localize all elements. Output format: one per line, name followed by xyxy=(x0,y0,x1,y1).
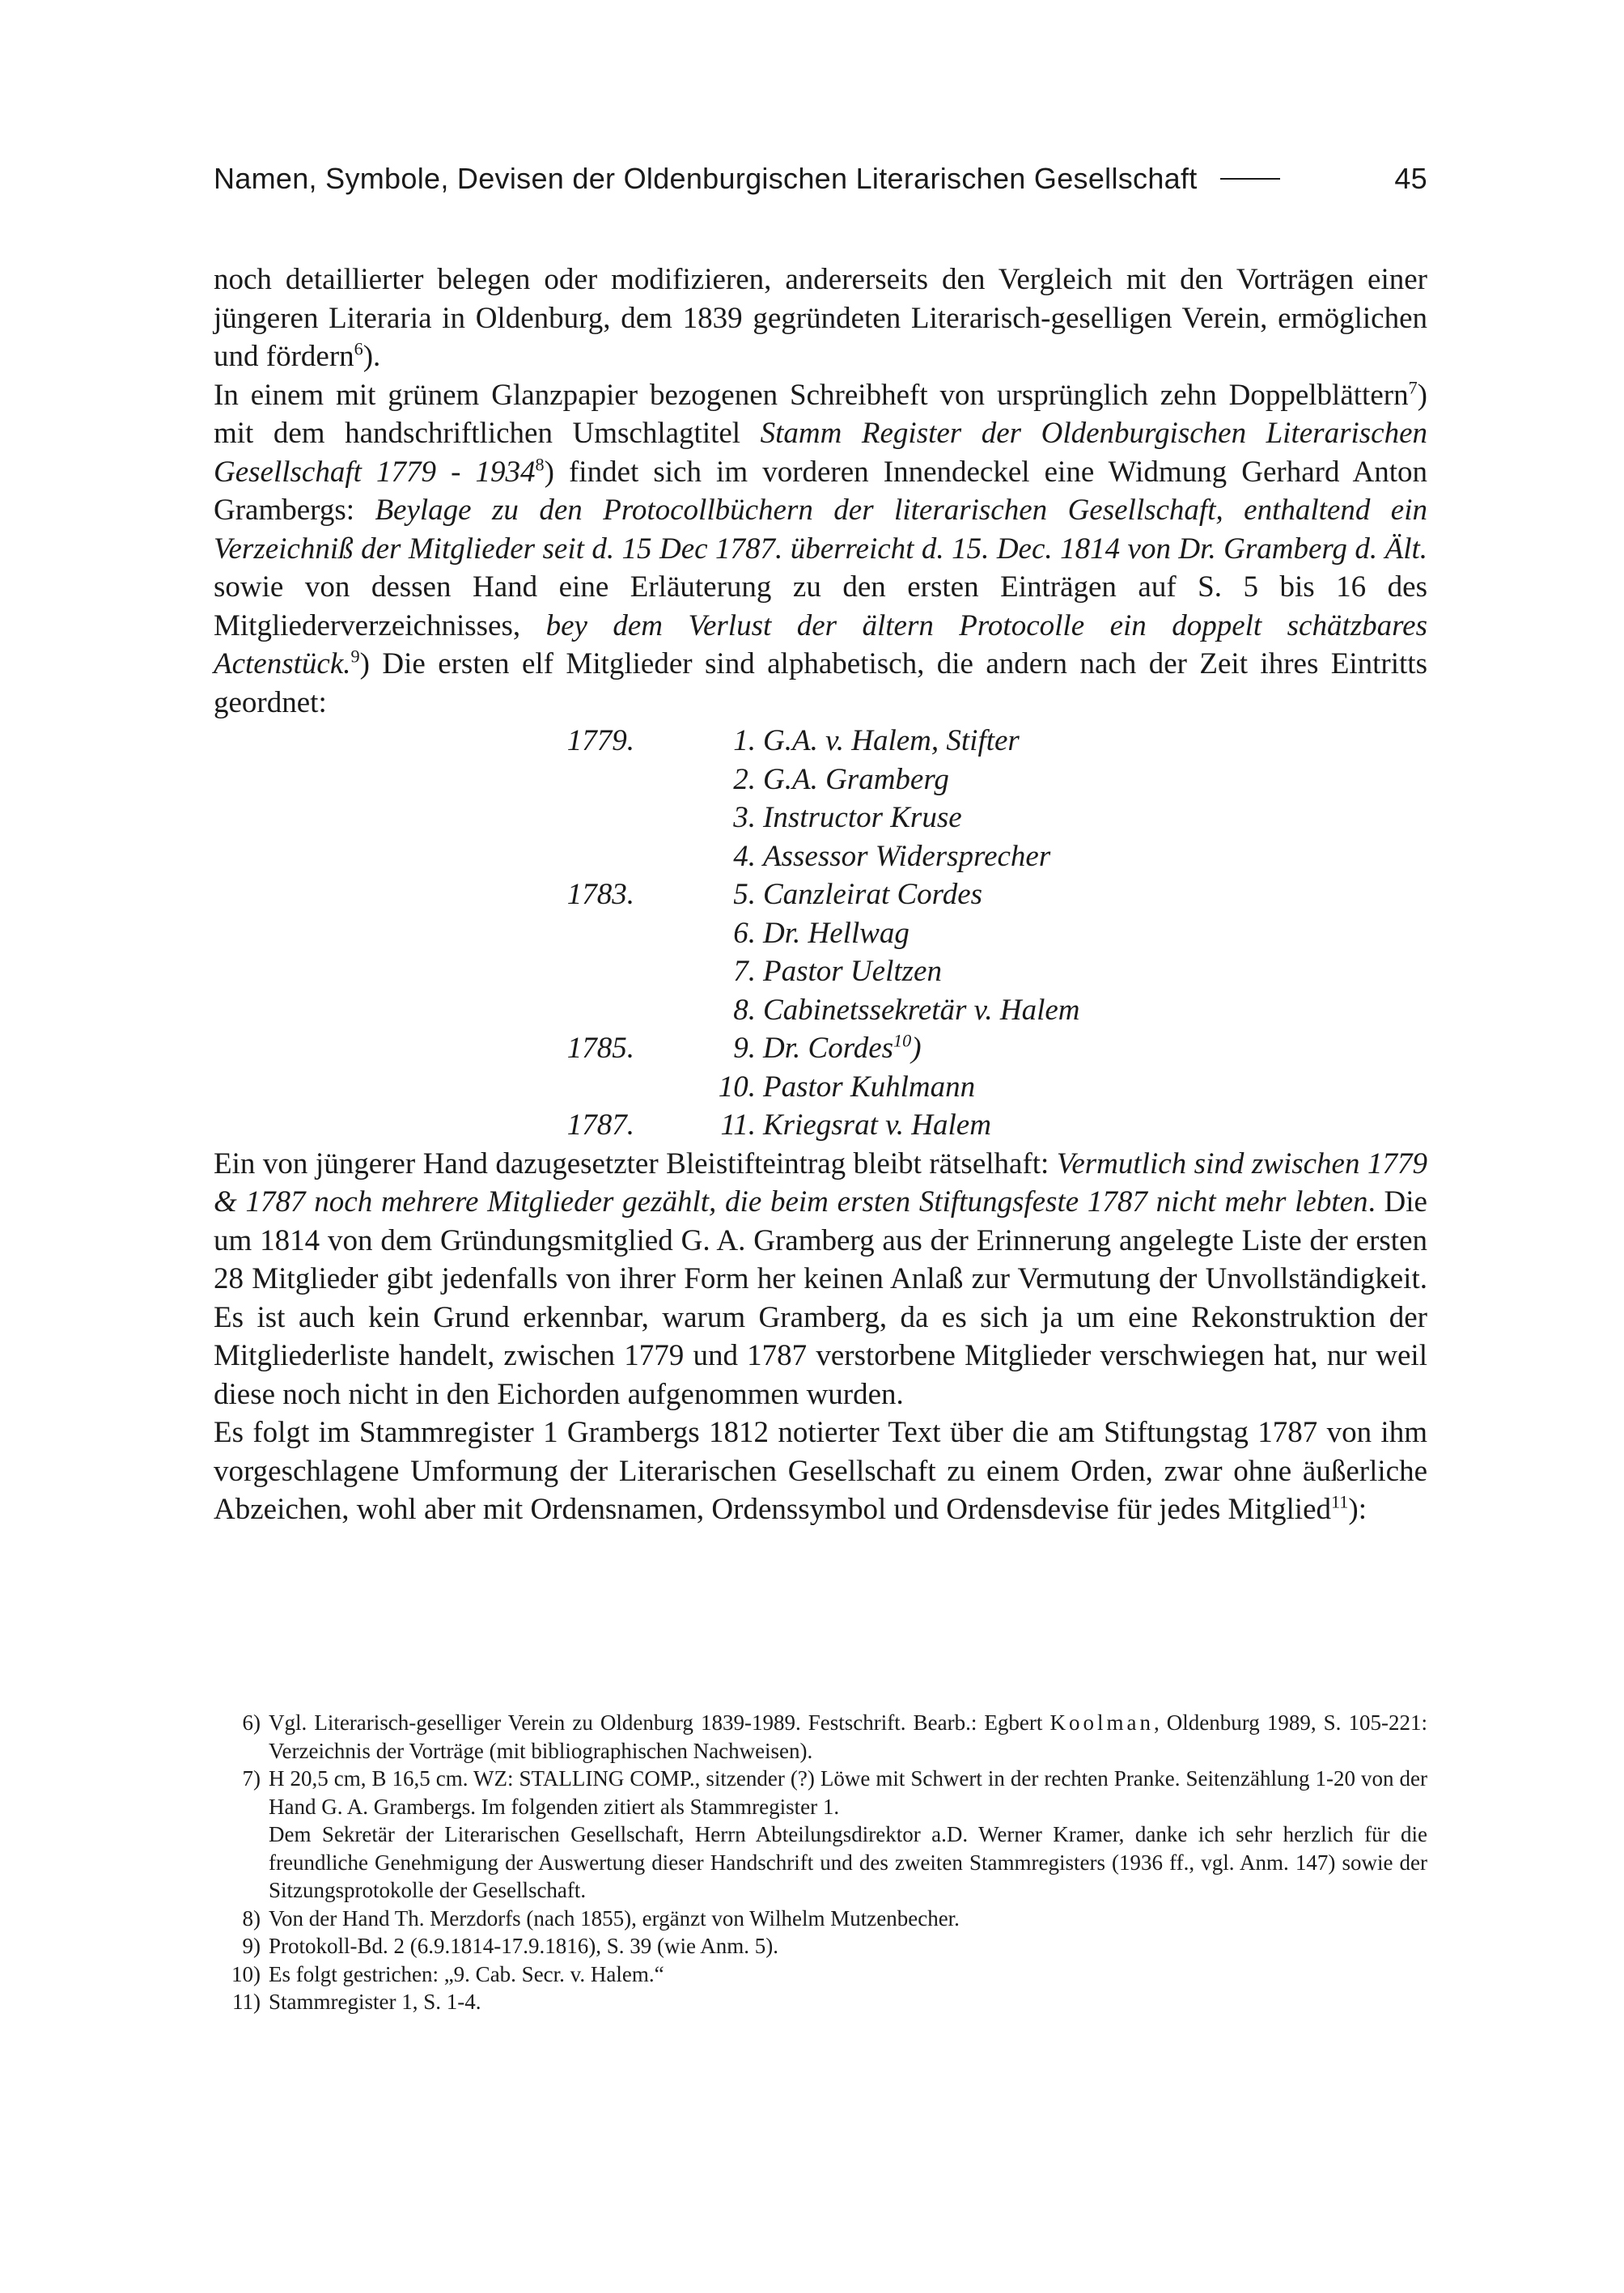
member-name: G.A. v. Halem, Stifter xyxy=(763,724,1020,757)
member-name: Assessor Widersprecher xyxy=(763,839,1051,873)
member-list xyxy=(214,722,1427,1145)
paragraph-1 xyxy=(214,261,1427,376)
member-year: 1787. xyxy=(566,1108,634,1142)
list-item xyxy=(214,837,1427,876)
member-name: Pastor Kuhlmann xyxy=(763,1070,976,1104)
paragraph-3-part-a: Ein von jüngerer Hand dazugesetzter Bleistifteintrag bleibt rätselhaft: xyxy=(214,1146,1057,1180)
footnote-mark: 9) xyxy=(242,1934,261,1958)
paragraph-2-dedication-italic: Beylage zu den Protocollbüchern der literarischen Gesellschaft, enthaltend ein Verzeichniß der Mitglieder seit d. 15 Dec 1787. überreicht d. 15. Dec. 1814 von Dr. Gramberg d. Ält. xyxy=(214,494,1427,566)
member-name: Pastor Ueltzen xyxy=(763,955,942,988)
member-name: Dr. Hellwag xyxy=(763,916,910,950)
paragraph-3-part-c: . Die um 1814 von dem Gründungsmitglied G. A. Gramberg aus der Erinnerung angelegte Liste der ersten 28 Mitglieder gibt jedenfalls von ihrer Form her keinen Anlaß zur Vermutung der Unvollständigkeit. Es ist auch kein Grund erkennbar, warum Gramberg, da es sich ja um eine Rekonstruktion der Mitgliederliste handelt, zwischen 1779 und 1787 verstorbene Mitglieder verschwiegen hat, nur weil diese noch nicht in den Eichorden aufgenommen wurden. xyxy=(214,1185,1427,1411)
list-item xyxy=(214,991,1427,1030)
paragraph-2-part-f: sowie von dessen Hand eine Erläuterung zu den ersten Einträgen auf S. 5 bis 16 des Mitgliederverzeichnisses, xyxy=(214,570,1427,642)
footnote-ref-7: 7 xyxy=(1408,377,1418,398)
member-name: Instructor Kruse xyxy=(763,801,962,834)
list-item xyxy=(214,1068,1427,1107)
member-number: 2. xyxy=(733,762,756,796)
footnote-text: Von der Hand Th. Merzdorfs (nach 1855), ergänzt von Wilhelm Mutzenbecher. xyxy=(269,1905,960,1931)
document-page xyxy=(214,0,1427,2293)
footnote-mark: 7) xyxy=(242,1766,261,1791)
member-name: G.A. Gramberg xyxy=(763,762,949,796)
footnote-9 xyxy=(214,1932,1427,1960)
footnote-text: Vgl. Literarisch-geselliger Verein zu Oldenburg 1839-1989. Festschrift. Bearb.: Egbert Koolman, Oldenburg 1989, S. 105-221: Verzeichnis der Vorträge (mit bibliographischen Nachweisen). xyxy=(269,1710,1428,1763)
member-name: Canzleirat Cordes xyxy=(763,878,983,911)
paragraph-3 xyxy=(214,1145,1427,1414)
paragraph-4 xyxy=(214,1414,1427,1529)
paragraph-4-end: ): xyxy=(1348,1493,1367,1526)
member-number: 9. xyxy=(733,1032,756,1065)
paragraph-2-part-b: ) mit dem handschriftlichen Umschlagtitel xyxy=(214,378,1427,450)
list-item xyxy=(214,722,1427,761)
member-year: 1779. xyxy=(566,724,634,757)
footnote-11 xyxy=(214,1988,1427,2016)
member-number: 6. xyxy=(733,916,756,950)
body-text xyxy=(214,261,1427,1529)
footnote-7 xyxy=(214,1765,1427,1905)
paragraph-2-quote-italic: bey dem Verlust der ältern Protocolle ein doppelt schätzbares Actenstück. xyxy=(214,608,1428,680)
list-item xyxy=(214,952,1427,991)
member-number: 10. xyxy=(718,1070,756,1104)
paragraph-2-title-italic: Stamm Register der Oldenburgischen Literarischen Gesellschaft 1779 - 1934 xyxy=(214,417,1427,489)
footnote-ref-8: 8 xyxy=(535,454,545,475)
paragraph-2-part-h: ) Die ersten elf Mitglieder sind alphabetisch, die andern nach der Zeit ihres Eintritts geordnet: xyxy=(214,647,1427,719)
member-number: 8. xyxy=(733,993,756,1027)
page-number: 45 xyxy=(1394,162,1427,195)
footnote-ref-9: 9 xyxy=(350,646,360,667)
member-number: 3. xyxy=(733,801,756,834)
footnote-text: Es folgt gestrichen: „9. Cab. Secr. v. Halem.“ xyxy=(269,1961,664,1986)
member-number: 4. xyxy=(733,839,756,873)
list-item xyxy=(214,875,1427,914)
list-item xyxy=(214,761,1427,799)
list-item xyxy=(214,1106,1427,1145)
member-name: Dr. Cordes$^{10}$) xyxy=(763,1030,922,1065)
footnote-10 xyxy=(214,1960,1427,1989)
member-number: 7. xyxy=(733,955,756,988)
paragraph-4-text: Es folgt im Stammregister 1 Grambergs 1812 notierter Text über die am Stiftungstag 1787 von ihm vorgeschlagene Umformung der Literarischen Gesellschaft zu einem Orden, zwar ohne äußerliche Abzeichen, wohl aber mit Ordensnamen, Ordenssymbol und Ordensdevise für jedes Mitglied xyxy=(214,1416,1427,1526)
footnote-8 xyxy=(214,1905,1427,1933)
list-item xyxy=(214,799,1427,837)
footnote-6 xyxy=(214,1709,1427,1765)
member-year xyxy=(214,837,634,876)
footnote-ref-6: 6 xyxy=(354,338,363,359)
paragraph-1-end: ). xyxy=(363,340,381,373)
member-year xyxy=(214,952,634,991)
member-number: 5. xyxy=(733,878,756,911)
member-year xyxy=(214,991,634,1030)
running-head xyxy=(214,162,1427,196)
member-number: 1. xyxy=(733,724,756,757)
running-head-rule xyxy=(1220,178,1280,180)
footnotes xyxy=(214,1709,1427,2016)
footnote-mark: 11) xyxy=(232,1990,261,2014)
author-name-spaced: Koolman xyxy=(1049,1710,1154,1735)
paragraph-2-part-a: In einem mit grünem Glanzpapier bezogenen Schreibheft von ursprünglich zehn Doppelblättern xyxy=(214,378,1409,412)
member-year xyxy=(214,914,634,953)
footnote-text: H 20,5 cm, B 16,5 cm. WZ: STALLING COMP., sitzender (?) Löwe mit Schwert in der rechten Pranke. Seitenzählung 1-20 von der Hand G. A. Grambergs. Im folgenden zitiert als Stammregister 1. Dem Sekretär der Literarischen Gesellschaft, Herrn Abteilungsdirektor a.D. Werner Kramer, danke ich sehr herzlich für die freundliche Genehmigung der Auswertung dieser Handschrift und des zweiten Stammregisters (1936 ff., vgl. Anm. 147) sowie der Sitzungsprotokolle der Gesellschaft. xyxy=(269,1766,1427,1902)
member-year xyxy=(214,761,634,799)
footnote-mark: 8) xyxy=(242,1905,261,1931)
footnote-mark: 10) xyxy=(231,1961,261,1986)
list-item xyxy=(214,914,1427,953)
footnote-text: Stammregister 1, S. 1-4. xyxy=(269,1990,481,2014)
footnote-ref-11: 11 xyxy=(1331,1491,1349,1512)
member-year: 1785. xyxy=(566,1032,634,1065)
member-name: Kriegsrat v. Halem xyxy=(763,1108,991,1142)
paragraph-2 xyxy=(214,376,1427,723)
member-year: 1783. xyxy=(566,878,634,911)
member-year xyxy=(214,799,634,837)
footnote-mark: 6) xyxy=(242,1710,261,1735)
member-name: Cabinetssekretär v. Halem xyxy=(763,993,1080,1027)
member-year xyxy=(214,1068,634,1107)
paragraph-1-text: noch detaillierter belegen oder modifizieren, andererseits den Vergleich mit den Vorträgen einer jüngeren Literaria in Oldenburg, dem 1839 gegründeten Literarisch-geselligen Verein, ermöglichen und fördern xyxy=(214,263,1427,373)
paragraph-3-pencil-note-italic: Vermutlich sind zwischen 1779 & 1787 noch mehrere Mitglieder gezählt, die beim ersten Stiftungsfeste 1787 nicht mehr lebten xyxy=(214,1146,1427,1219)
running-head-title: Namen, Symbole, Devisen der Oldenburgischen Literarischen Gesellschaft xyxy=(214,162,1198,195)
footnote-text: Protokoll-Bd. 2 (6.9.1814-17.9.1816), S. 39 (wie Anm. 5). xyxy=(269,1934,778,1958)
member-number: 11. xyxy=(720,1108,756,1142)
list-item xyxy=(214,1029,1427,1068)
paragraph-2-part-d: ) findet sich im vorderen Innendeckel eine Widmung Gerhard Anton Grambergs: xyxy=(214,455,1428,527)
